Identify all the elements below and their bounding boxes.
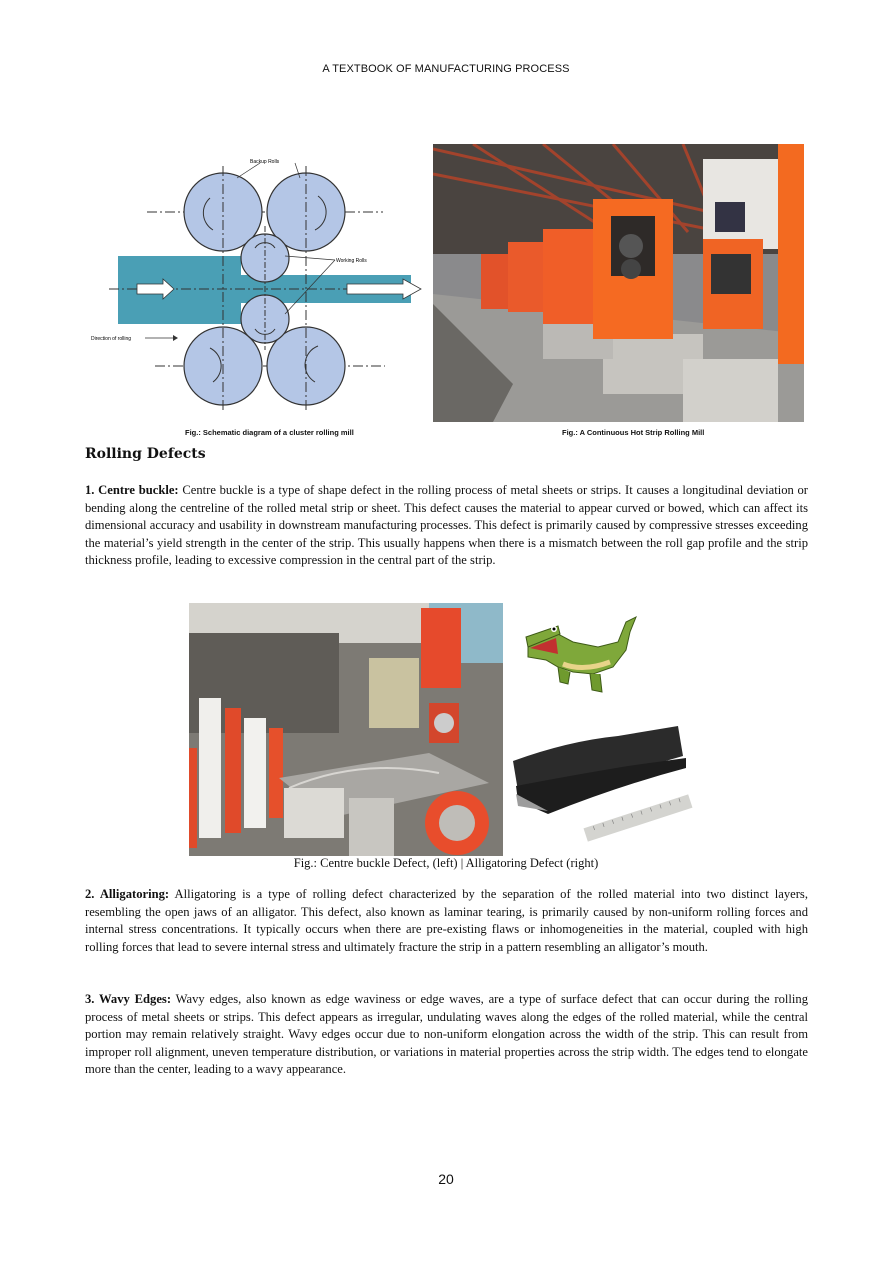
label-backup-rolls: Backup Rolls [250, 159, 280, 165]
defect-heading: 1. Centre buckle: [85, 483, 179, 497]
figure2-caption: Fig.: A Continuous Hot Strip Rolling Mill [562, 428, 705, 437]
cluster-mill-schematic [85, 148, 430, 418]
defect-paragraph-wavy-edges [85, 991, 808, 1079]
centre-buckle-photo [189, 603, 503, 856]
figure1-caption: Fig.: Schematic diagram of a cluster rolling mill [185, 428, 354, 437]
defect-text: Centre buckle is a type of shape defect in the rolling process of metal sheets or strips. It causes a longitudinal deviation or bending along the centreline of the rolled metal strip or sheet. This defect causes the material to appear curved or bowed, which can affect its dimensional accuracy and usability in downstream manufacturing processes. This defect is primarily caused by compressive stresses exceeding the material’s yield strength in the center of the strip. This usually happens when there is a mismatch between the roll gap profile and the strip thickness profile, leading to excessive compression in the central part of the strip. [85, 483, 808, 568]
label-working-rolls: Working Rolls [336, 258, 367, 264]
defect-heading: 3. Wavy Edges: [85, 992, 172, 1006]
defect-text: Alligatoring is a type of rolling defect characterized by the separation of the rolled material into two distinct layers, resembling the open jaws of an alligator. This defect, also known as laminar tearing, is primarily caused by non-uniform rolling forces and internal stress concentrations. It typically occurs when there are pre-existing flaws or inhomogeneities in the material, coupled with high rolling forces that lead to severe internal stress and ultimately fracture the strip in a pattern resembling an alligator’s mouth. [85, 887, 808, 954]
defect-text: Wavy edges, also known as edge waviness or edge waves, are a type of surface defect that can occur during the rolling process of metal sheets or strips. This defect appears as irregular, undulating waves along the edges of the rolled material, while the central portion may remain relatively straight. Wavy edges occur due to non-uniform elongation across the width of the strip. This can result from improper roll alignment, uneven temperature distribution, or variations in material properties across the strip width. The edges tend to elongate more than the center, leading to a wavy appearance. [85, 992, 808, 1077]
defect-heading: 2. Alligatoring: [85, 887, 170, 901]
label-direction: Direction of rolling [91, 336, 132, 342]
hot-strip-mill-photo [433, 144, 804, 422]
section-title: Rolling Defects [85, 446, 206, 462]
page-number: 20 [438, 1171, 454, 1187]
alligator-cartoon [518, 612, 658, 698]
defect-paragraph-centre-buckle [85, 482, 808, 570]
defect-paragraph-alligatoring [85, 886, 808, 956]
running-header: A TEXTBOOK OF MANUFACTURING PROCESS [322, 63, 570, 75]
figure3-caption: Fig.: Centre buckle Defect, (left) | Alligatoring Defect (right) [293, 856, 599, 870]
alligatoring-sample-photo [508, 716, 698, 846]
